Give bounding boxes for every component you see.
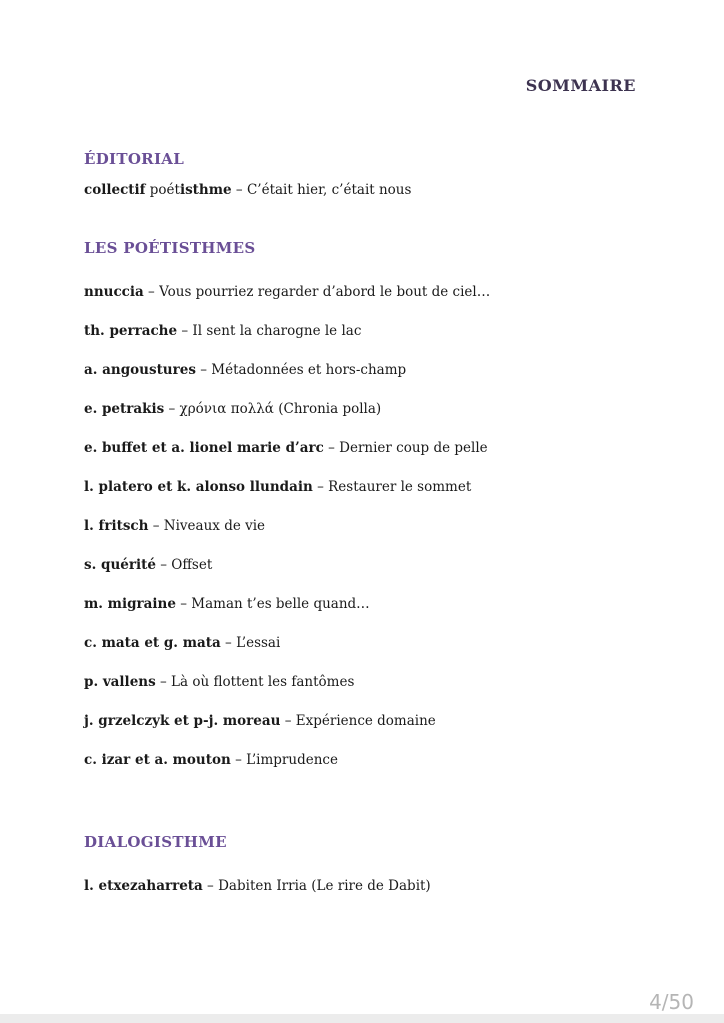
entry-separator: –: [230, 752, 247, 768]
entry-title: Restaurer le sommet: [328, 479, 472, 495]
entry-separator: –: [231, 182, 247, 198]
entry-title: Offset: [171, 557, 213, 573]
toc-entry[interactable]: [84, 712, 436, 730]
entry-separator: –: [280, 713, 296, 729]
entry-author: e. petrakis: [84, 401, 165, 417]
toc-entry[interactable]: [84, 361, 406, 379]
toc-entry[interactable]: [84, 634, 280, 652]
entry-author: l. fritsch: [84, 518, 149, 534]
entry-author: nnuccia: [84, 284, 144, 300]
entry-author: l. platero et k. alonso llundain: [84, 479, 313, 495]
entry-author: c. mata et g. mata: [84, 635, 221, 651]
page-counter: 4/50: [649, 990, 694, 1014]
entry-title: Expérience domaine: [295, 713, 436, 729]
entry-separator: –: [195, 362, 212, 378]
toc-entry[interactable]: [84, 751, 338, 769]
entry-title: χρόνια πολλά (Chronia polla): [179, 401, 382, 417]
toc-entry[interactable]: [84, 322, 361, 340]
entry-title: Métadonnées et hors-champ: [211, 362, 407, 378]
entry-title: Vous pourriez regarder d’abord le bout de ciel…: [159, 284, 491, 300]
toc-entry[interactable]: [84, 517, 265, 535]
entry-author: l. etxezaharreta: [84, 878, 203, 894]
entry-author: collectif: [84, 182, 146, 198]
entry-title: C’était hier, c’était nous: [246, 182, 412, 198]
toc-entry[interactable]: [84, 673, 354, 691]
toc-entry[interactable]: [84, 556, 212, 574]
entry-separator: –: [155, 557, 172, 573]
entry-author-suffix: isthme: [179, 182, 232, 198]
entry-author: th. perrache: [84, 323, 178, 339]
entry-title: L’essai: [236, 635, 281, 651]
entry-title: Dabiten Irria (Le rire de Dabit): [218, 878, 431, 894]
entry-separator: –: [312, 479, 329, 495]
entry-title: Niveaux de vie: [163, 518, 266, 534]
entry-author-middle: poét: [145, 182, 180, 198]
entry-separator: –: [155, 674, 172, 690]
page-title: SOMMAIRE: [525, 76, 636, 95]
toc-entry[interactable]: [84, 478, 471, 496]
entry-author: c. izar et a. mouton: [84, 752, 231, 768]
section-heading-dialogisthme: DIALOGISTHME: [84, 833, 227, 851]
entry-author: e. buffet et a. lionel marie d’arc: [84, 440, 324, 456]
entry-title: Maman t’es belle quand…: [191, 596, 370, 612]
section-heading-poetisthmes: LES POÉTISTHMES: [84, 239, 256, 257]
toc-entry[interactable]: [84, 595, 370, 613]
entry-separator: –: [202, 878, 219, 894]
entry-separator: –: [175, 596, 192, 612]
entry-author: j. grzelczyk et p-j. moreau: [84, 713, 281, 729]
entry-separator: –: [164, 401, 180, 417]
entry-separator: –: [148, 518, 164, 534]
entry-separator: –: [143, 284, 160, 300]
toc-entry-editorial[interactable]: [84, 181, 411, 199]
entry-separator: –: [323, 440, 340, 456]
entry-separator: –: [177, 323, 193, 339]
section-heading-editorial: ÉDITORIAL: [84, 150, 185, 168]
toc-entry[interactable]: [84, 283, 490, 301]
entry-title: L’imprudence: [246, 752, 338, 768]
entry-title: Il sent la charogne le lac: [192, 323, 362, 339]
entry-title: Là où flottent les fantômes: [171, 674, 355, 690]
entry-author: m. migraine: [84, 596, 176, 612]
toc-entry[interactable]: [84, 439, 488, 457]
toc-entry[interactable]: [84, 400, 381, 418]
entry-author: p. vallens: [84, 674, 156, 690]
entry-title: Dernier coup de pelle: [339, 440, 488, 456]
entry-separator: –: [220, 635, 237, 651]
toc-entry[interactable]: [84, 877, 431, 895]
entry-author: a. angoustures: [84, 362, 196, 378]
bottom-scrollbar[interactable]: [0, 1014, 724, 1023]
entry-author: s. quérité: [84, 557, 156, 573]
